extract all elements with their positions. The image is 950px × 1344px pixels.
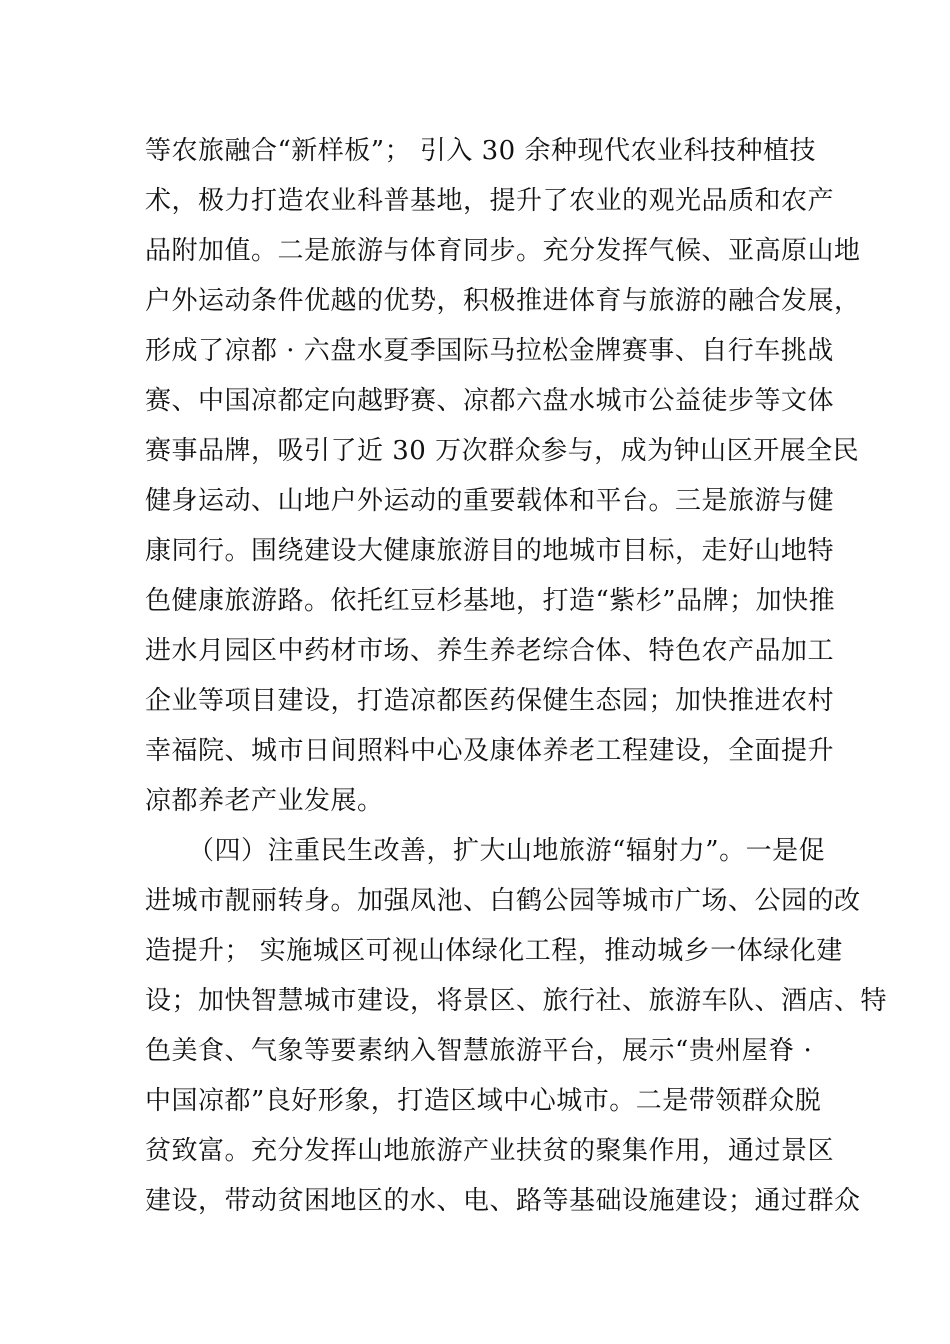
text-line-22: 建设，带动贫困地区的水、电、路等基础设施建设；通过群众	[145, 1186, 861, 1216]
section-heading-line: （四）注重民生改善，扩大山地旅游“辐射力”。一是促	[188, 836, 826, 866]
text-line-1: 等农旅融合“新样板”； 引入 30 余种现代农业科技种植技	[145, 136, 816, 166]
text-line-7: 赛事品牌，吸引了近 30 万次群众参与，成为钟山区开展全民	[145, 436, 860, 466]
text-line-17: 造提升； 实施城区可视山体绿化工程，推动城乡一体绿化建	[145, 936, 843, 966]
text-line-2: 术，极力打造农业科普基地，提升了农业的观光品质和农产	[145, 186, 835, 216]
text-line-4: 户外运动条件优越的优势，积极推进体育与旅游的融合发展，	[145, 286, 861, 316]
text-line-9: 康同行。围绕建设大健康旅游目的地城市目标，走好山地特	[145, 536, 835, 566]
text-line-20: 中国凉都”良好形象，打造区域中心城市。二是带领群众脱	[145, 1086, 822, 1116]
text-line-12: 企业等项目建设，打造凉都医药保健生态园；加快推进农村	[145, 686, 835, 716]
text-line-8: 健身运动、山地户外运动的重要载体和平台。三是旅游与健	[145, 486, 835, 516]
text-line-10: 色健康旅游路。依托红豆杉基地，打造“紫杉”品牌；加快推	[145, 586, 836, 616]
text-line-13: 幸福院、城市日间照料中心及康体养老工程建设，全面提升	[145, 736, 835, 766]
text-line-19: 色美食、气象等要素纳入智慧旅游平台，展示“贵州屋脊 ·	[145, 1036, 813, 1066]
text-line-16: 进城市靓丽转身。加强凤池、白鹤公园等城市广场、公园的改	[145, 886, 861, 916]
text-line-18: 设；加快智慧城市建设，将景区、旅行社、旅游车队、酒店、特	[145, 986, 888, 1016]
text-line-14: 凉都养老产业发展。	[145, 786, 384, 816]
text-line-5: 形成了凉都 · 六盘水夏季国际马拉松金牌赛事、自行车挑战	[145, 336, 834, 366]
text-line-21: 贫致富。充分发挥山地旅游产业扶贫的聚集作用，通过景区	[145, 1136, 835, 1166]
text-line-11: 进水月园区中药材市场、养生养老综合体、特色农产品加工	[145, 636, 835, 666]
text-line-6: 赛、中国凉都定向越野赛、凉都六盘水城市公益徒步等文体	[145, 386, 835, 416]
text-line-3: 品附加值。二是旅游与体育同步。充分发挥气候、亚高原山地	[145, 236, 861, 266]
